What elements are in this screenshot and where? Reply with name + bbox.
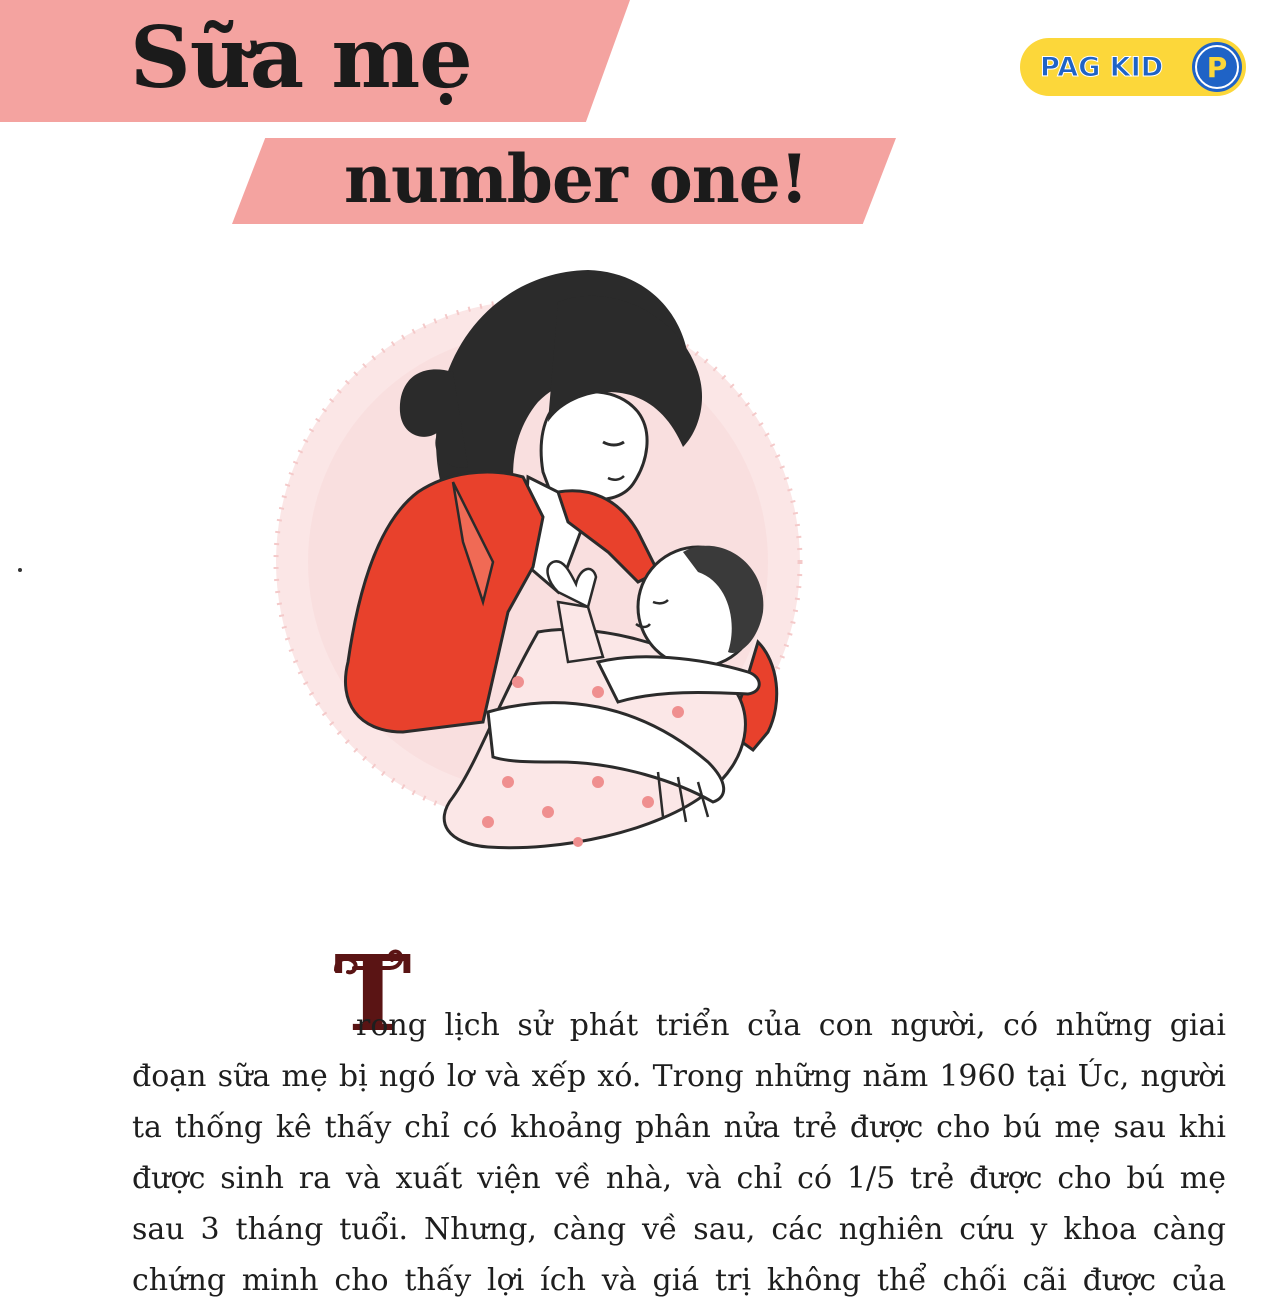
article-line-3: ta thống kê thấy chỉ có khoảng phân nửa trẻ được cho bú mẹ sau khi [132, 1110, 1226, 1145]
article-line-2: đoạn sữa mẹ bị ngó lơ và xếp xó. Trong những năm 1960 tại Úc, người [132, 1059, 1226, 1094]
drop-cap-letter: T [334, 932, 412, 1055]
logo-p-icon [1191, 41, 1243, 93]
stray-mark [18, 568, 22, 572]
article-line-1: rong lịch sử phát triển của con người, có những giai [356, 1008, 1226, 1043]
article-body [132, 1000, 1226, 1306]
mother-breastfeeding-baby-illustration [258, 262, 818, 892]
logo-text: PAG KID [1040, 51, 1164, 83]
article-line-6: chứng minh cho thấy lợi ích và giá trị không thể chối cãi được của [132, 1263, 1226, 1298]
page-title: Sữa mẹ [130, 8, 472, 107]
svg-text:P: P [1206, 51, 1228, 84]
article-line-4: được sinh ra và xuất viện về nhà, và chỉ có 1/5 trẻ được cho bú mẹ [132, 1161, 1226, 1196]
page-subtitle: number one! [344, 140, 808, 218]
pagkid-logo [1020, 38, 1246, 96]
article-line-5: sau 3 tháng tuổi. Nhưng, càng về sau, các nghiên cứu y khoa càng [132, 1212, 1226, 1247]
